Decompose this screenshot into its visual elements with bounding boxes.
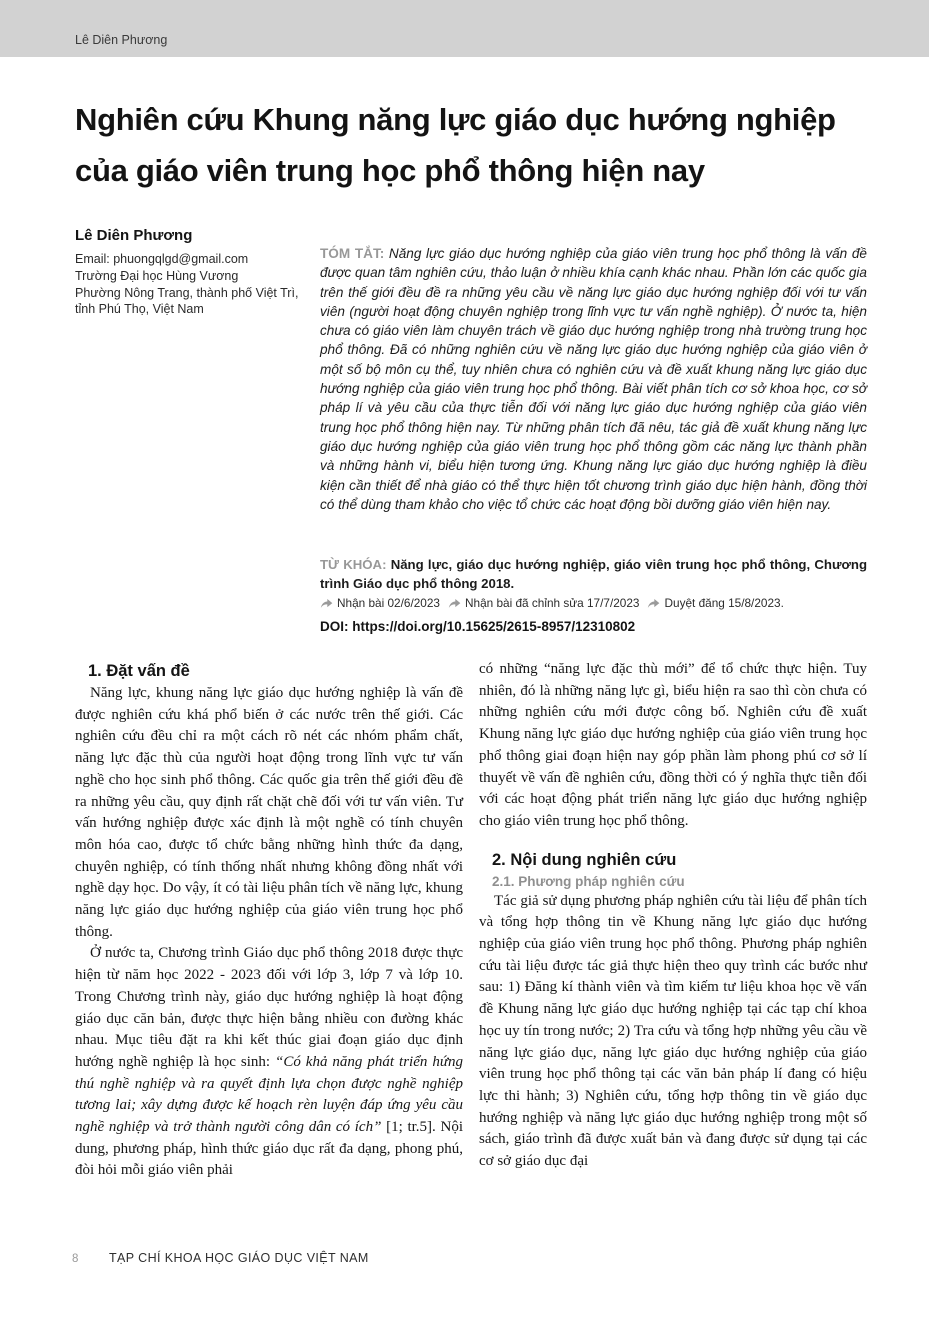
received-date — [320, 596, 440, 610]
page-number: 8 — [72, 1253, 79, 1265]
journal-name: TẠP CHÍ KHOA HỌC GIÁO DỤC VIỆT NAM — [109, 1251, 369, 1265]
curriculum-quote: “Có khả năng phát triển hứng thú nghề nghiệp và ra quyết định lựa chọn được nghề nghiệp tương lai; xây dựng được kế hoạch rèn luyện đáp ứng yêu cầu nghề nghiệp và trở thành người công dân có ích” — [75, 1053, 464, 1136]
curved-right-arrow-icon — [320, 598, 333, 609]
body-paragraph: có những “năng lực đặc thù mới” để tổ chức thực hiện. Tuy nhiên, đó là những năng lực gì, biểu hiện ra sao thì còn chưa có những nghiên cứu mới được công bố. Nghiên cứu đề xuất Khung năng lực giáo dục hướng nghiệp của giáo viên trung học phổ thông giai đoạn hiện nay góp phần làm phong phú cơ sở lí thuyết về vấn đề nghiên cứu, đồng thời có ý nghĩa thực tiễn đối với các hoạt động phát triển năng lực giáo dục hướng nghiệp cho giáo viên trung học phổ thông. — [479, 661, 867, 829]
abstract — [320, 244, 867, 514]
curved-right-arrow-icon — [448, 598, 461, 609]
author-block — [75, 227, 315, 318]
doi-link[interactable]: DOI: https://doi.org/10.15625/2615-8957/12310802 — [320, 619, 636, 634]
page-footer — [72, 1251, 369, 1265]
body-column-left — [75, 659, 463, 1182]
abstract-text: Năng lực giáo dục hướng nghiệp của giáo viên trung học phổ thông là vấn đề được quan tâm nghiên cứu, thảo luận ở nhiều khía cạnh khác nhau. Phần lớn các quốc gia trên thế giới đều đề ra những yêu cầu về năng lực giáo dục hướng nghiệp đối với tư vấn viên (người hoạt động chuyên nghiệp trong lĩnh vực tư vấn nghề nghiệp). Ở nước ta, hiện chưa có giáo viên làm chuyên trách về giáo dục hướng nghiệp trong nhà trường trung học phổ thông. Đã có những nghiên cứu về năng lực giáo dục hướng nghiệp của giáo viên ở một số bộ môn cụ thể, tuy nhiên chưa có nghiên cứu và đề xuất khung năng lực giáo dục hướng nghiệp của giáo viên trung học phổ thông. Bài viết phân tích cơ sở khoa học, cơ sở pháp lí và yêu cầu của thực tiễn đối với năng lực giáo dục hướng nghiệp của giáo viên trung học phổ thông hiện nay. Từ những phân tích đã nêu, tác giả đề xuất khung năng lực giáo dục hướng nghiệp của giáo viên trung học phổ thông gồm các năng lực thành phần và những hành vi, biểu hiện tương ứng. Khung năng lực giáo dục hướng nghiệp là điều kiện cần thiết để nhà giáo có thể thực hiện tốt chương trình giáo dục hiện hành, đồng thời có thể dùng tham khảo cho việc tổ chức các hoạt động bồi dưỡng giáo viên hiện nay. — [320, 246, 867, 512]
author-address-line1: Phường Nông Trang, thành phố Việt Trì, — [75, 285, 299, 300]
author-affiliation: Trường Đại học Hùng Vương — [75, 268, 239, 283]
paragraph-lead: Ở nước ta, Chương trình Giáo dục phổ thông 2018 được thực hiện từ năm học 2022 - 2023 đối với lớp 3, lớp 7 và lớp 10. Trong Chương trình này, giáo dục hướng nghiệp là hoạt động giáo dục căn bản, được thực hiện bằng nhiều con đường khác nhau. Mục tiêu đặt ra khi kết thúc giai đoạn giáo dục định hướng nghề nghiệp là học sinh: — [75, 945, 463, 1070]
article-title — [75, 94, 865, 196]
paragraph-tail: [1; tr.5]. Nội dung, phương pháp, hình thức giáo dục rất đa dạng, phong phú, đòi hỏi mỗi giáo viên phải — [75, 1119, 464, 1179]
section-2-heading: 2. Nội dung nghiên cứu — [492, 850, 677, 869]
body-paragraph — [75, 943, 463, 1182]
section-1-heading: 1. Đặt vấn đề — [88, 662, 190, 680]
article-title-line1: Nghiên cứu Khung năng lực giáo dục hướng nghiệp — [75, 102, 836, 137]
author-address-line2: tỉnh Phú Thọ, Việt Nam — [75, 302, 204, 317]
body-paragraph: Tác giả sử dụng phương pháp nghiên cứu tài liệu để phân tích và tổng hợp thông tin về Khung năng lực giáo dục hướng nghiệp của giáo viên trung học phổ thông. Phương pháp nghiên cứu tài liệu được tác giả thực hiện theo quy trình các bước như sau: 1) Đăng kí thành viên và tìm kiếm tư liệu khoa học về vấn đề Khung năng lực giáo dục hướng nghiệp tại các tạp chí khoa học uy tín trong nước; 2) Tra cứu và tổng hợp những yêu cầu về năng lực giáo dục, năng lực giáo dục hướng nghiệp của giáo viên trung học phổ thông tại các văn bản pháp lí đang có hiệu lực thi hành; 3) Nghiên cứu, tổng hợp thông tin về giáo dục hướng nghiệp và năng lực giáo dục hướng nghiệp trong một số sách, giáo trình đã được xuất bản và đang được sử dụng tại các cơ sở giáo dục đại — [479, 892, 867, 1170]
running-header-author: Lê Diên Phương — [75, 33, 168, 47]
abstract-label: TÓM TẮT: — [320, 246, 389, 261]
body-column-right — [479, 659, 867, 1173]
revised-date — [448, 596, 640, 610]
article-title-line2: của giáo viên trung học phổ thông hiện nay — [75, 153, 705, 188]
running-header-bar — [0, 0, 929, 57]
revised-date-text: Nhận bài đã chỉnh sửa 17/7/2023 — [464, 596, 640, 610]
subsection-2-1-heading: 2.1. Phương pháp nghiên cứu — [492, 873, 685, 889]
author-name: Lê Diên Phương — [75, 227, 193, 244]
keywords-label: TỪ KHÓA: — [320, 557, 391, 572]
author-email: Email: phuongqlgd@gmail.com — [75, 252, 249, 266]
accepted-date-text: Duyệt đăng 15/8/2023. — [664, 596, 784, 610]
curved-right-arrow-icon — [647, 598, 660, 609]
keywords-text: Năng lực, giáo dục hướng nghiệp, giáo viên trung học phổ thông, Chương trình Giáo dục phổ thông 2018. — [320, 557, 867, 591]
keywords — [320, 556, 867, 593]
body-paragraph: Năng lực, khung năng lực giáo dục hướng nghiệp là vấn đề được nghiên cứu khá phổ biến ở các nước trên thế giới. Các nghiên cứu đều chỉ ra một cách rõ nét các nhóm phẩm chất, năng lực đặc thù của người hoạt động trong lĩnh vực tư vấn nghề cho học sinh phổ thông. Các quốc gia trên thế giới đều đề ra những yêu cầu, quy định rất chặt chẽ đối với tư vấn viên. Tư vấn hướng nghiệp được xác định là một nghề có tính chuyên môn hóa cao, được tổ chức bằng những hình thức đa dạng, chuyên nghiệp, có tính thống nhất nhưng không đồng nhất với nghề dạy học. Do vậy, ít có tài liệu phân tích về năng lực, khung năng lực giáo dục hướng nghiệp của giáo viên trung học phổ thông. — [75, 685, 463, 940]
article-history — [320, 596, 867, 610]
accepted-date — [647, 596, 783, 610]
received-date-text: Nhận bài 02/6/2023 — [337, 596, 440, 610]
